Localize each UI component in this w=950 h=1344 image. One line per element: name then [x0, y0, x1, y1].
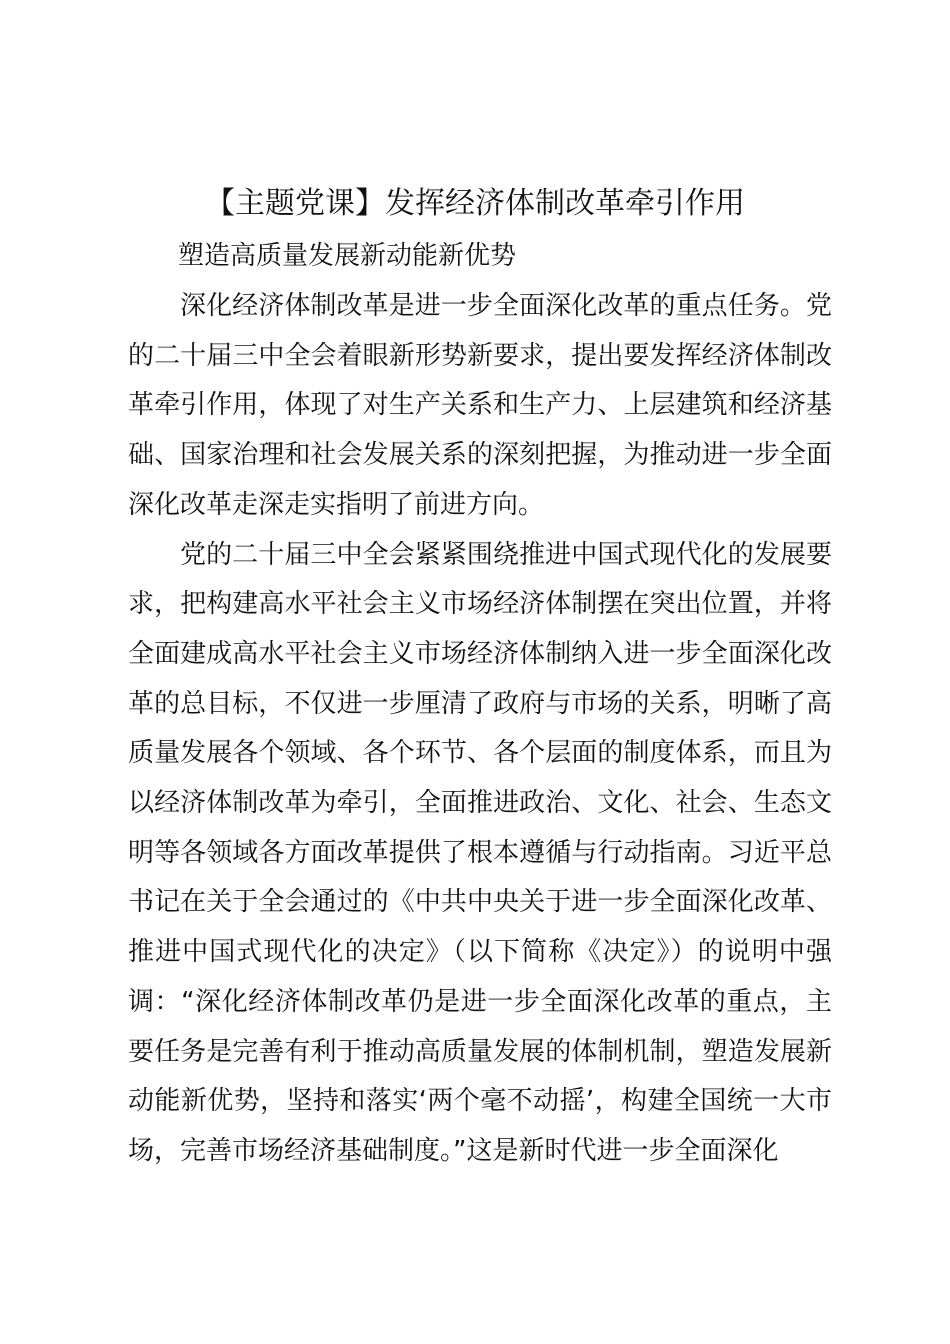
document-body: [128, 282, 832, 1177]
document-subtitle: 塑造高质量发展新动能新优势: [178, 241, 517, 271]
body-paragraph: 党的二十届三中全会紧紧围绕推进中国式现代化的发展要求，把构建高水平社会主义市场经济体制摆在突出位置，并将全面建成高水平社会主义市场经济体制纳入进一步全面深化改革的总目标，不仅进一步厘清了政府与市场的关系，明晰了高质量发展各个领域、各个环节、各个层面的制度体系，而且为以经济体制改革为牵引，全面推进政治、文化、社会、生态文明等各领域各方面改革提供了根本遵循与行动指南。习近平总书记在关于全会通过的《中共中央关于进一步全面深化改革、推进中国式现代化的决定》（以下简称《决定》）的说明中强调：“深化经济体制改革仍是进一步全面深化改革的重点，主要任务是完善有利于推动高质量发展的体制机制，塑造发展新动能新优势，坚持和落实‘两个毫不动摇’，构建全国统一大市场，完善市场经济基础制度。”这是新时代进一步全面深化: [128, 539, 832, 1166]
body-paragraph: 深化经济体制改革是进一步全面深化改革的重点任务。党的二十届三中全会着眼新形势新要求，提出要发挥经济体制改革牵引作用，体现了对生产关系和生产力、上层建筑和经济基础、国家治理和社会发展关系的深刻把握，为推动进一步全面深化改革走深走实指明了前进方向。: [128, 291, 832, 520]
document-title: 【主题党课】发挥经济体制改革牵引作用: [205, 186, 745, 221]
